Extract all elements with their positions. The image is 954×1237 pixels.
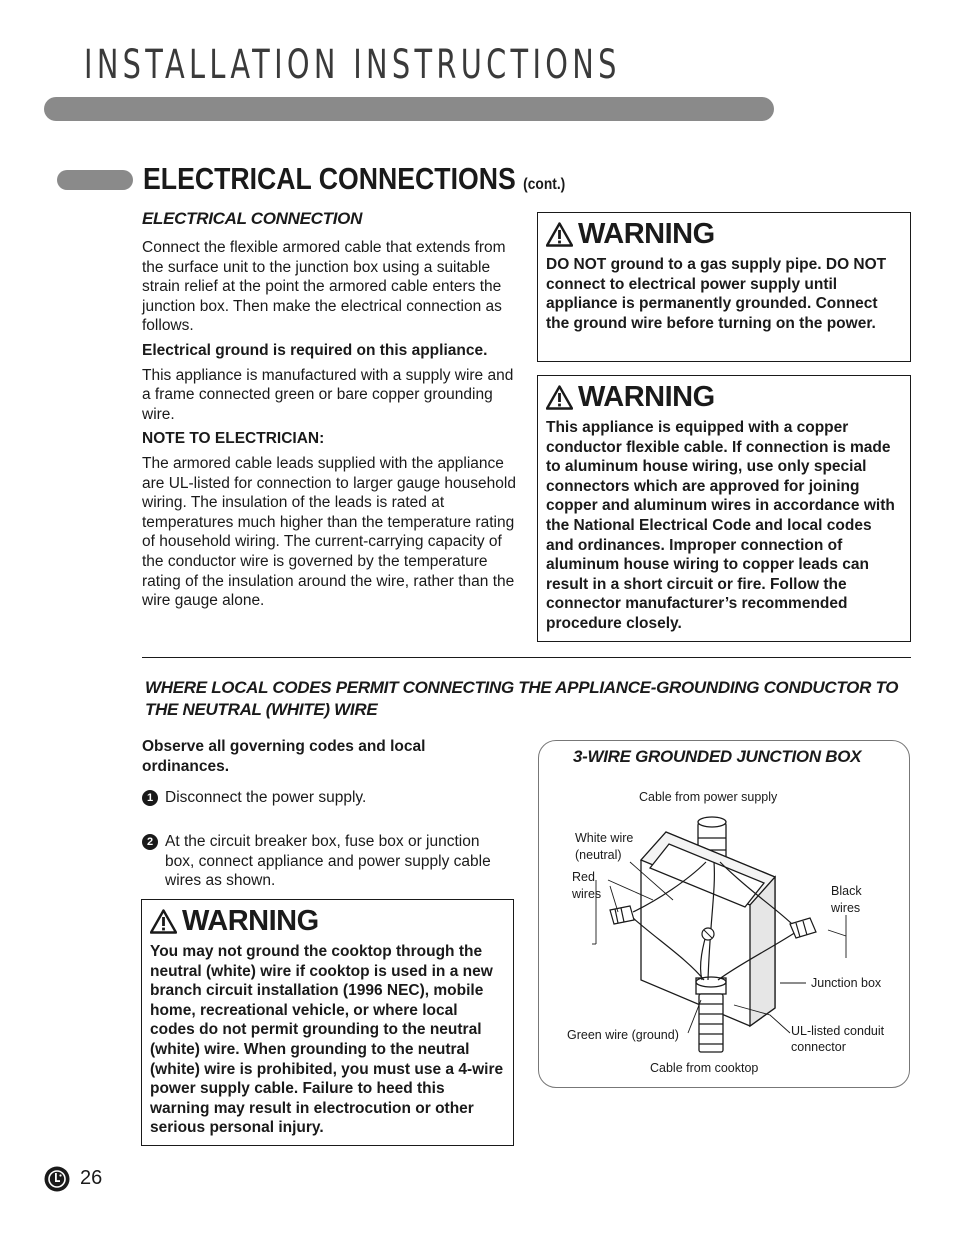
warning-triangle-icon	[546, 222, 573, 247]
label-white-wire: White wire	[575, 831, 634, 845]
warning-triangle-icon	[546, 385, 573, 410]
diagram-title: 3-WIRE GROUNDED JUNCTION BOX	[573, 747, 862, 766]
paragraph: Connect the flexible armored cable that extends from the surface unit to the junction box using a suitable strain relief at the point the armored cable enters the junction box. Then make the electrical connection as follows.	[142, 239, 506, 335]
page-number: 26	[80, 1167, 103, 1189]
label-black-wires: Black	[831, 884, 862, 898]
section-heading	[143, 161, 565, 197]
label-cable-from-cooktop: Cable from cooktop	[650, 1061, 759, 1075]
step-number-badge: 2	[142, 834, 158, 850]
label-white-wire-neutral: (neutral)	[575, 848, 622, 862]
warning-title: WARNING	[578, 218, 715, 250]
label-red-wires-2: wires	[572, 887, 602, 901]
warning-text: You may not ground the cooktop through the neutral (white) wire if cooktop is used in a new branch circuit installation (1996 NEC), mobile home, recreational vehicle, or where local codes do not permit grounding to the neutral (white) wire. When grounding to the neutral (white) wire is prohibited, you must use a 4-wire power supply cable. Failure to heed this warning may result in electrocution or other serious personal injury.	[150, 943, 504, 1137]
observe-codes-note: Observe all governing codes and local ordinances.	[142, 738, 426, 775]
step-text: At the circuit breaker box, fuse box or junction box, connect appliance and power supply cable wires as shown.	[165, 833, 491, 890]
label-ul-listed-connector: UL-listed conduit	[791, 1024, 885, 1038]
header-bar	[44, 97, 774, 121]
conduit-connector	[696, 977, 726, 1052]
label-ul-listed-connector-2: connector	[791, 1040, 846, 1054]
warning-box	[141, 899, 514, 1146]
step-item	[142, 788, 512, 808]
warning-title: WARNING	[578, 381, 715, 413]
label-cable-from-power-supply: Cable from power supply	[639, 790, 778, 804]
page-title: INSTALLATION INSTRUCTIONS	[84, 42, 621, 88]
step-text: Disconnect the power supply.	[165, 789, 367, 806]
warning-title: WARNING	[182, 905, 319, 937]
label-black-wires-2: wires	[831, 901, 861, 915]
step-item	[142, 832, 512, 891]
paragraph: This appliance is manufactured with a supply wire and a frame connected green or bare copper grounding wire.	[142, 366, 514, 423]
lg-logo-icon	[44, 1166, 70, 1192]
label-junction-box: Junction box	[811, 976, 882, 990]
warning-triangle-icon	[150, 909, 177, 934]
section-marker	[57, 170, 133, 190]
label-green-wire: Green wire (ground)	[567, 1028, 679, 1042]
electrical-connection-section	[142, 209, 522, 616]
note-heading: NOTE TO ELECTRICIAN:	[142, 430, 325, 448]
warning-text: This appliance is equipped with a copper conductor flexible cable. If connection is made to aluminum house wiring, use only special connectors which are approved for joining copper and aluminum wires in accordance with the National Electrical Code and local codes and ordinances. Improper connection of aluminum house wiring to copper leads can result in a short circuit or fire. Follow the connector manufacturer’s recommended procedure closely.	[546, 419, 895, 632]
paragraph: The armored cable leads supplied with the appliance are UL-listed for connection to larger gauge household wiring. The insulation of the leads is rated at temperatures much higher than the temperature rating of household wiring. The current-carrying capacity of the conductor wire is governed by the temperature rating of the insulation around the wire, rather than the wire gauge alone.	[142, 454, 516, 610]
electrical-connection-subheading: ELECTRICAL CONNECTION	[142, 209, 363, 228]
warning-text: DO NOT ground to a gas supply pipe. DO NOT connect to electrical power supply until appliance is permanently grounded. Connect the ground wire before turning on the power.	[546, 256, 887, 332]
ground-required-note: Electrical ground is required on this appliance.	[142, 341, 488, 359]
section-heading-suffix: (cont.)	[523, 176, 566, 193]
step-number-badge: 1	[142, 790, 158, 806]
label-red-wires: Red	[572, 870, 595, 884]
section-divider	[142, 657, 911, 658]
section-heading-text: ELECTRICAL CONNECTIONS	[143, 161, 516, 196]
warning-box	[537, 375, 911, 642]
where-local-codes-heading: WHERE LOCAL CODES PERMIT CONNECTING THE APPLIANCE-GROUNDING CONDUCTOR TO THE NEUTRAL (WHITE) WIRE	[145, 678, 899, 719]
warning-box	[537, 212, 911, 362]
